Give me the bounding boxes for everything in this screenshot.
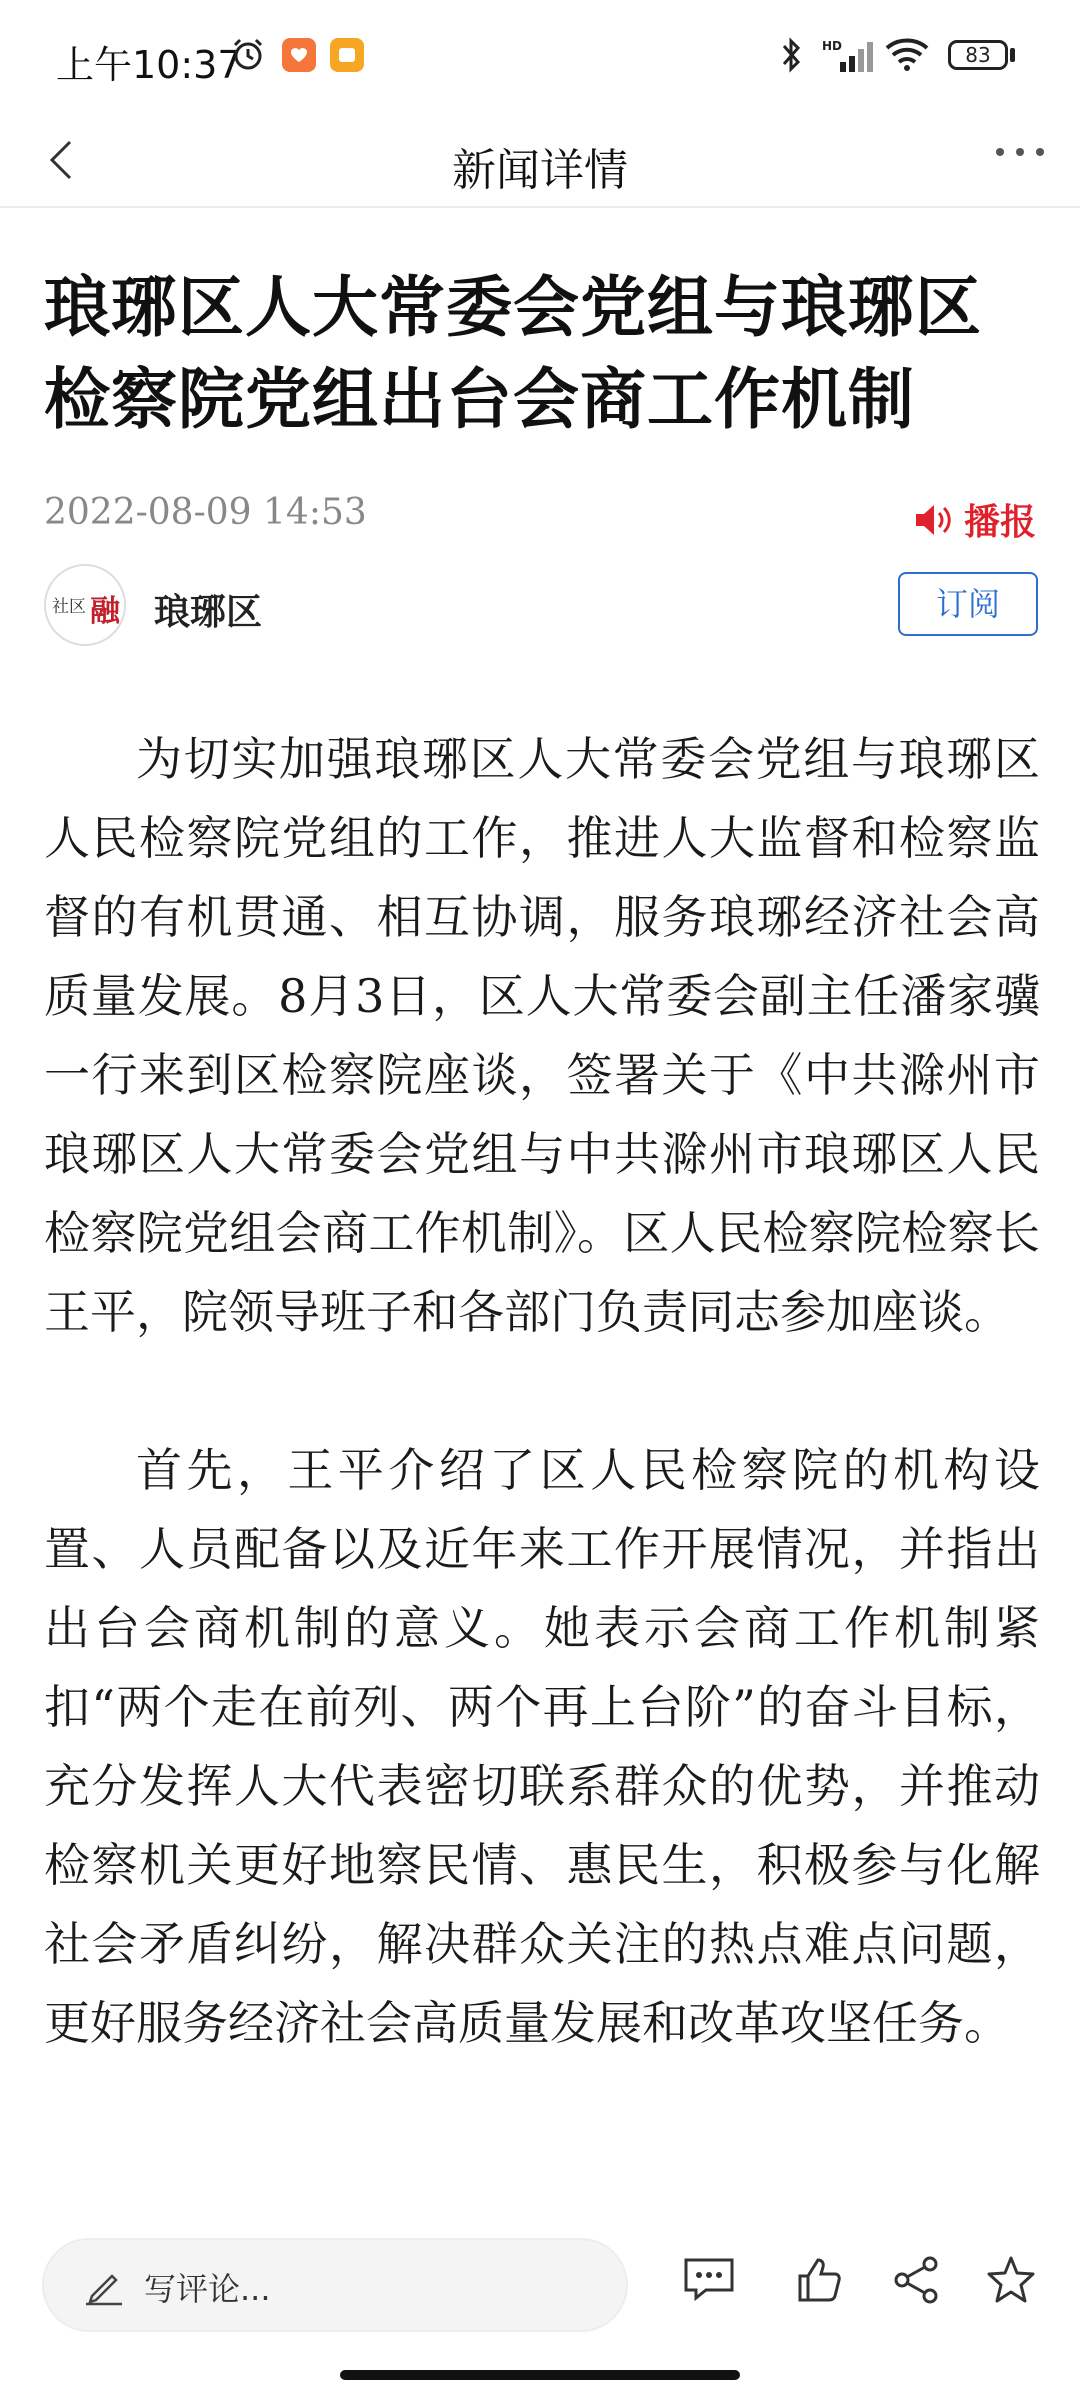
broadcast-button[interactable]: [912, 494, 1036, 545]
star-icon[interactable]: [984, 2254, 1038, 2310]
signal-icon: [822, 38, 878, 78]
subscribe-button[interactable]: 订阅: [898, 572, 1038, 636]
share-icon[interactable]: [890, 2254, 942, 2310]
publish-datetime: 2022-08-09 14:53: [44, 492, 367, 533]
author-name[interactable]: 琅琊区: [154, 592, 263, 633]
home-indicator[interactable]: [340, 2370, 740, 2380]
status-time: 上午10:37: [56, 43, 242, 87]
article-paragraph: 首先，王平介绍了区人民检察院的机构设置、人员配备以及近年来工作开展情况，并指出出台会商机制的意义。她表示会商工作机制紧扣“两个走在前列、两个再上台阶”的奋斗目标，充分发挥人大代表密切联系群众的优势，并推动检察机关更好地察民情、惠民生，积极参与化解社会矛盾纠纷，解决群众关注的热点难点问题，更好服务经济社会高质量发展和改革攻坚任务。: [44, 1443, 1040, 2050]
avatar-text: 社区: [52, 597, 86, 617]
network-label: HD: [822, 39, 843, 53]
comment-input[interactable]: [42, 2238, 628, 2332]
author-row: [44, 564, 1040, 650]
article-body: [44, 720, 1040, 2142]
bluetooth-icon: [776, 36, 806, 78]
article-title: 琅琊区人大常委会党组与琅琊区检察院党组出台会商工作机制: [44, 269, 982, 438]
nav-bar: [0, 110, 1080, 208]
app-notification-icon: [330, 38, 364, 72]
wifi-icon: [884, 36, 930, 76]
more-dots-icon: [990, 136, 1050, 176]
app-notification-icon: [282, 38, 316, 72]
status-bar: [0, 0, 1080, 115]
bottom-action-bar: [0, 2220, 1080, 2340]
author-avatar[interactable]: [44, 564, 126, 646]
like-icon[interactable]: [792, 2254, 844, 2310]
page-title: 新闻详情: [452, 145, 628, 196]
broadcast-label: 播报: [964, 502, 1037, 543]
more-button[interactable]: [990, 136, 1050, 176]
pencil-icon: [82, 2264, 126, 2312]
comment-icon[interactable]: [680, 2254, 738, 2308]
avatar-seal: 融: [90, 594, 120, 629]
battery-tip: [1010, 48, 1015, 62]
comment-placeholder: 写评论...: [144, 2270, 271, 2308]
speaker-icon: [912, 500, 956, 540]
battery-indicator: 83: [948, 40, 1008, 70]
alarm-icon: [230, 36, 266, 76]
article-paragraph: 为切实加强琅琊区人大常委会党组与琅琊区人民检察院党组的工作，推进人大监督和检察监督的有机贯通、相互协调，服务琅琊经济社会高质量发展。8月3日，区人大常委会副主任潘家骥一行来到区检察院座谈，签署关于《中共滁州市琅琊区人大常委会党组与中共滁州市琅琊区人民检察院党组会商工作机制》。区人民检察院检察长王平，院领导班子和各部门负责同志参加座谈。: [44, 732, 1040, 1339]
